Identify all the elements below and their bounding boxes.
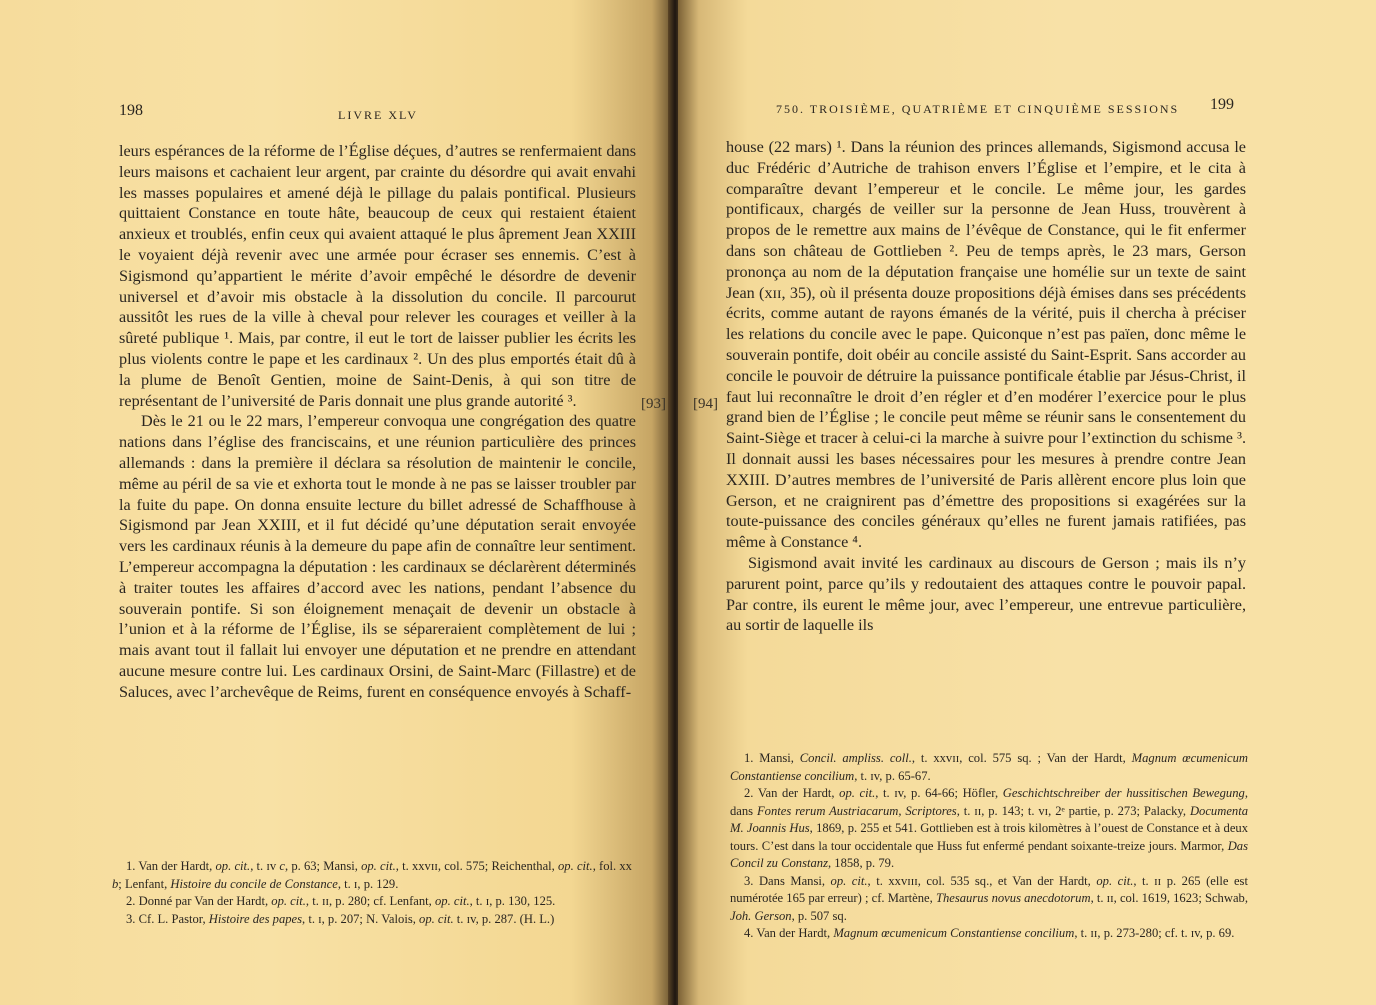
left-footnote-3: 3. Cf. L. Pastor, Histoire des papes, t. ɪ, p. 207; N. Valois, op. cit. t. ɪv, p. 287. (H. L.) (126, 911, 555, 926)
left-footnote-1: 1. Van der Hardt, op. cit., t. ɪv c, p. 63; Mansi, op. cit., t. xxvɪɪ, col. 575; Reichenthal, op. cit., fol. xx b; Lenfant, Histoire du concile de Constance, t. ɪ, p. 129. (112, 859, 632, 891)
right-running-head: 750. TROISIÈME, QUATRIÈME ET CINQUIÈME SESSIONS (776, 102, 1180, 116)
right-footnote-2: 2. Van der Hardt, op. cit., t. ɪv, p. 64-66; Höfler, Geschichtschreiber der hussitischen Bewegung, dans Fontes rerum Austriacarum, Scriptores, t. ɪɪ, p. 143; t. vɪ, 2ᵉ partie, p. 273; Palacky, Documenta M. Joannis Hus, 1869, p. 255 et 541. Gottlieben est à trois kilomètres à l’ouest de Constance et à deux tours. C’est dans la tour occidentale que Huss fut enfermé pendant soixante-treize jours. Marmor, Das Concil zu Constanz, 1858, p. 79. (730, 786, 1249, 870)
right-page-number: 199 (1210, 96, 1234, 113)
left-margin-reference: [93] (641, 396, 666, 412)
left-paragraph-2: Dès le 21 ou le 22 mars, l’empereur convoqua une congrégation des quatre nations dans l’église des franciscains, et une réunion particulière des princes allemands : dans la première il déclara sa résolution de maintenir le concile, même au péril de sa vie et exhorta tout le monde à ne pas se laisser troubler par la fuite du pape. On donna ensuite lecture du billet adressé de Schaffhouse à Sigismond par Jean XXIII, et il fut décidé qu’une députation serait envoyée vers les cardinaux réunis à la demeure du pape afin de connaître leur sentiment. L’empereur accompagna la députation : les cardinaux se déclarèrent déterminés à traiter toutes les affaires d’accord avec les nations, pendant l’absence du souverain pontife. Si son éloignement menaçait de devenir un obstacle à l’union et à la réforme de l’Église, ils se sépareraient complètement de lui ; mais avant tout il fallait lui envoyer une députation et ne prendre en attendant aucune mesure contre lui. Les cardinaux Orsini, de Saint-Marc (Fillastre) et de Saluces, avec l’archevêque de Reims, furent en conséquence envoyés à Schaff- (119, 412, 636, 701)
right-paragraph-2: Sigismond avait invité les cardinaux au discours de Gerson ; mais ils n’y parurent point, parce qu’ils y redoutaient des attaques contre le pouvoir papal. Par contre, ils eurent le même jour, avec l’empereur, une entrevue particulière, au sortir de laquelle ils (726, 553, 1246, 635)
right-footnote-4: 4. Van der Hardt, Magnum œcumenicum Constantiense concilium, t. ɪɪ, p. 273-280; cf. t. ɪv, p. 69. (744, 926, 1235, 940)
right-footnote-1: 1. Mansi, Concil. ampliss. coll., t. xxvɪɪ, col. 575 sq. ; Van der Hardt, Magnum œcumenicum Constantiense concilium, t. ɪv, p. 65-67. (730, 751, 1249, 783)
left-footnote-2: 2. Donné par Van der Hardt, op. cit., t. ɪɪ, p. 280; cf. Lenfant, op. cit., t. ɪ, p. 130, 125. (126, 894, 556, 908)
left-page-number: 198 (119, 102, 143, 119)
right-footnotes (730, 750, 1248, 943)
right-body (726, 137, 1246, 636)
left-page (0, 0, 672, 1005)
left-footnotes (112, 858, 632, 928)
left-running-head: LIVRE XLV (338, 108, 418, 122)
right-footnote-3: 3. Dans Mansi, op. cit., t. xxvɪɪɪ, col. 535 sq., et Van der Hardt, op. cit., t. ɪɪ p. 265 (elle est numérotée 165 par erreur) ; cf. Martène, Thesaurus novus anecdotorum, t. ɪɪ, col. 1619, 1623; Schwab, Joh. Gerson, p. 507 sq. (730, 873, 1248, 923)
left-body (119, 141, 636, 703)
left-paragraph-1: leurs espérances de la réforme de l’Église déçues, d’autres se renfermaient dans leurs maisons et cachaient leur argent, par crainte du désordre qui avait envahi les masses populaires et amené déjà le pillage du palais pontifical. Plusieurs quittaient Constance en toute hâte, beaucoup de ceux qui restaient étaient anxieux et troublés, enfin ceux qui avaient attaqué le plus âprement Jean XXIII le voyaient déjà revenir avec une armée pour écraser ses ennemis. C’est à Sigismond qu’appartient le mérite d’avoir empêché le désordre de devenir universel et d’avoir mis obstacle à la dissolution du concile. Il parcourut aussitôt les rues de la ville à cheval pour relever les courages et veiller à la sûreté publique ¹. Mais, par contre, il eut le tort de laisser publier les écrits les plus violents contre le pape et les cardinaux ². Un des plus emportés était dû à la plume de Benoît Gentien, moine de Saint-Denis, à qui son titre de représentant de l’université de Paris donnait une plus grande autorité ³. (119, 142, 636, 410)
right-page (678, 0, 1376, 1005)
right-paragraph-1: house (22 mars) ¹. Dans la réunion des princes allemands, Sigismond accusa le duc Frédéric d’Autriche de trahison envers l’Église et l’empire, et le cita à comparaître devant l’empereur et le concile. Le même jour, les gardes pontificaux, chargés de veiller sur la personne de Jean Huss, trouvèrent à propos de le remettre aux mains de l’évêque de Constance, qui le fit enfermer dans son château de Gottlieben ². Peu de temps après, le 23 mars, Gerson prononça au nom de la députation française une homélie sur un texte de saint Jean (xɪɪ, 35), où il présenta douze propositions déjà émises dans ses précédents écrits, comme autant de rayons émanés de la vérité, puis il chercha à préciser les relations du concile avec le pape. Quiconque n’est pas païen, donc même le souverain pontife, doit obéir au concile assisté du Saint-Esprit. Sans accorder au concile le pouvoir de détruire la puissance pontificale établie par Jésus-Christ, il faut lui reconnaître le droit d’en régler et d’en modérer l’exercice pour le plus grand bien de l’Église ; le concile peut même se réunir sans le consentement du Saint-Siège et tracer à celui-ci la marche à suivre pour l’extinction du schisme ³. Il donnait aussi les bases nécessaires pour les mesures à prendre contre Jean XXIII. D’autres membres de l’université de Paris allèrent encore plus loin que Gerson, et ne craignirent pas d’émettre des propositions si exagérées sur la toute-puissance des conciles généraux qu’elles ne furent jamais ratifiées, pas même à Constance ⁴. (726, 138, 1246, 552)
right-margin-reference: [94] (693, 396, 718, 412)
